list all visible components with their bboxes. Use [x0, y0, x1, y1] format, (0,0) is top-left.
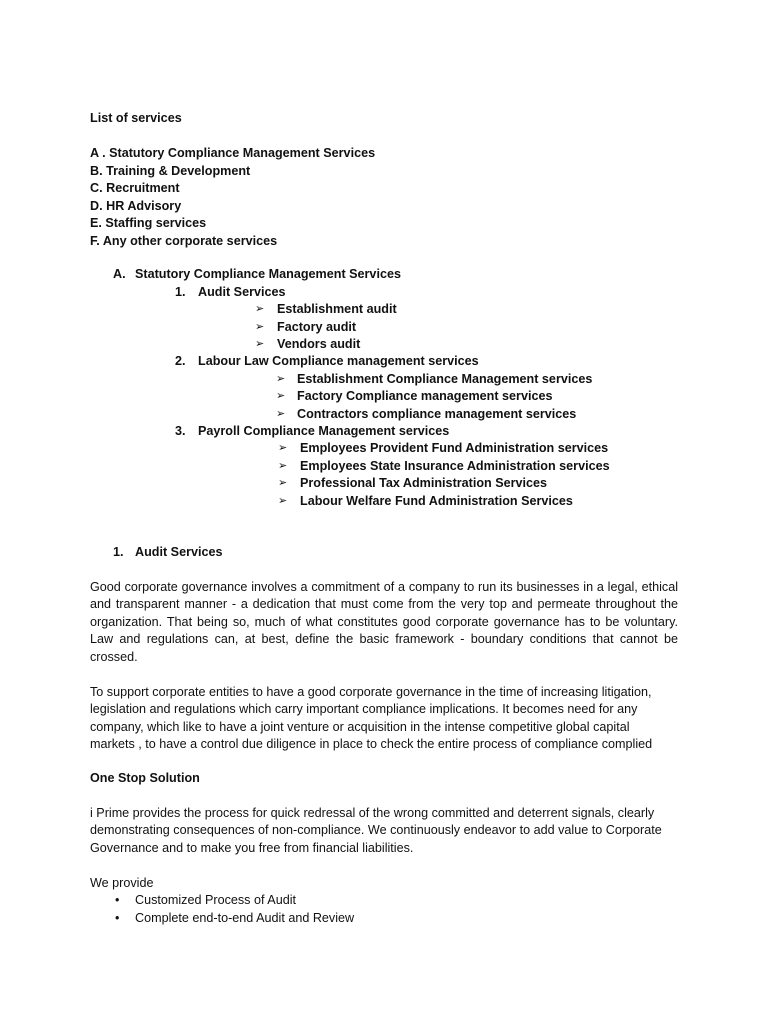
service-item: C. Recruitment	[90, 181, 180, 195]
group-title: Audit Services	[198, 284, 286, 299]
provide-bullet-item: Complete end-to-end Audit and Review	[135, 911, 355, 925]
service-item: E. Staffing services	[90, 216, 207, 230]
arrow-bullet-icon: ➢	[276, 372, 286, 385]
we-provide-label: We provide	[90, 876, 154, 890]
group-number: 3.	[175, 424, 186, 438]
arrow-bullet-icon: ➢	[278, 459, 288, 472]
paragraph-line: Governance and to make you free from financial liabilities.	[90, 840, 414, 855]
bullet-dot-icon: •	[115, 911, 120, 925]
audit-paragraph-1	[90, 579, 678, 666]
paragraph-line: and transparent manner - a dedication that must come from the very top and permeate throughout the	[90, 597, 678, 612]
section-marker: A.	[113, 267, 126, 281]
paragraph-line: i Prime provides the process for quick redressal of the wrong committed and deterrent signals, clearly	[90, 806, 655, 820]
outline-item: Employees Provident Fund Administration services	[300, 441, 609, 455]
section-heading: Audit Services	[135, 545, 223, 559]
paragraph-line: To support corporate entities to have a good corporate governance in the time of increasing litigation,	[90, 685, 652, 699]
outline-item: Vendors audit	[277, 337, 361, 351]
section-title: Statutory Compliance Management Services	[135, 267, 401, 281]
arrow-bullet-icon: ➢	[278, 477, 288, 489]
paragraph-line: Good corporate governance involves a commitment of a company to run its businesses in a legal, ethical	[90, 580, 678, 594]
outline-item: Establishment audit	[277, 302, 397, 316]
group-title: Payroll Compliance Management services	[198, 424, 450, 438]
outline-item: Professional Tax Administration Services	[300, 476, 548, 490]
outline-item: Factory Compliance management services	[297, 389, 553, 403]
arrow-bullet-icon: ➢	[255, 320, 265, 333]
outline-item: Labour Welfare Fund Administration Services	[300, 493, 573, 508]
one-stop-heading: One Stop Solution	[90, 771, 200, 785]
paragraph-line: legislation and regulations which carry important compliance implications. It becomes need for any	[90, 702, 638, 717]
arrow-bullet-icon: ➢	[278, 442, 288, 454]
paragraph-line: markets , to have a control due diligence in place to check the entire process of compliance complied	[90, 737, 653, 752]
outline-item: Establishment Compliance Management services	[297, 371, 593, 386]
group-number: 2.	[175, 354, 186, 368]
paragraph-line: organization. That being so, much of what constitutes good corporate governance has to be voluntary.	[90, 614, 678, 629]
provide-bullet-item: Customized Process of Audit	[135, 893, 296, 907]
service-item: B. Training & Development	[90, 163, 251, 178]
service-item: A . Statutory Compliance Management Services	[90, 146, 376, 160]
section-number: 1.	[113, 545, 124, 559]
audit-paragraph-2	[90, 684, 678, 754]
paragraph-line: demonstrating consequences of non-compliance. We continuously endeavor to add value to Corporate	[90, 823, 662, 838]
group-number: 1.	[175, 284, 186, 299]
outline-item: Factory audit	[277, 319, 357, 334]
arrow-bullet-icon: ➢	[278, 494, 288, 507]
arrow-bullet-icon: ➢	[255, 338, 265, 350]
service-item: F. Any other corporate services	[90, 233, 278, 248]
arrow-bullet-icon: ➢	[276, 390, 286, 402]
paragraph-line: Law and regulations can, at best, define the basic framework - boundary conditions that cannot be	[90, 632, 678, 647]
arrow-bullet-icon: ➢	[276, 407, 286, 420]
one-stop-paragraph	[90, 805, 678, 857]
paragraph-line: crossed.	[90, 649, 138, 664]
outline-item: Contractors compliance management services	[297, 406, 577, 421]
bullet-dot-icon: •	[115, 893, 120, 907]
group-title: Labour Law Compliance management services	[198, 354, 479, 368]
list-heading: List of services	[90, 111, 182, 125]
arrow-bullet-icon: ➢	[255, 303, 265, 315]
paragraph-line: company, which like to have a joint venture or acquisition in the intense competitive global capital	[90, 719, 630, 734]
service-item: D. HR Advisory	[90, 198, 182, 213]
outline-item: Employees State Insurance Administration services	[300, 458, 610, 473]
